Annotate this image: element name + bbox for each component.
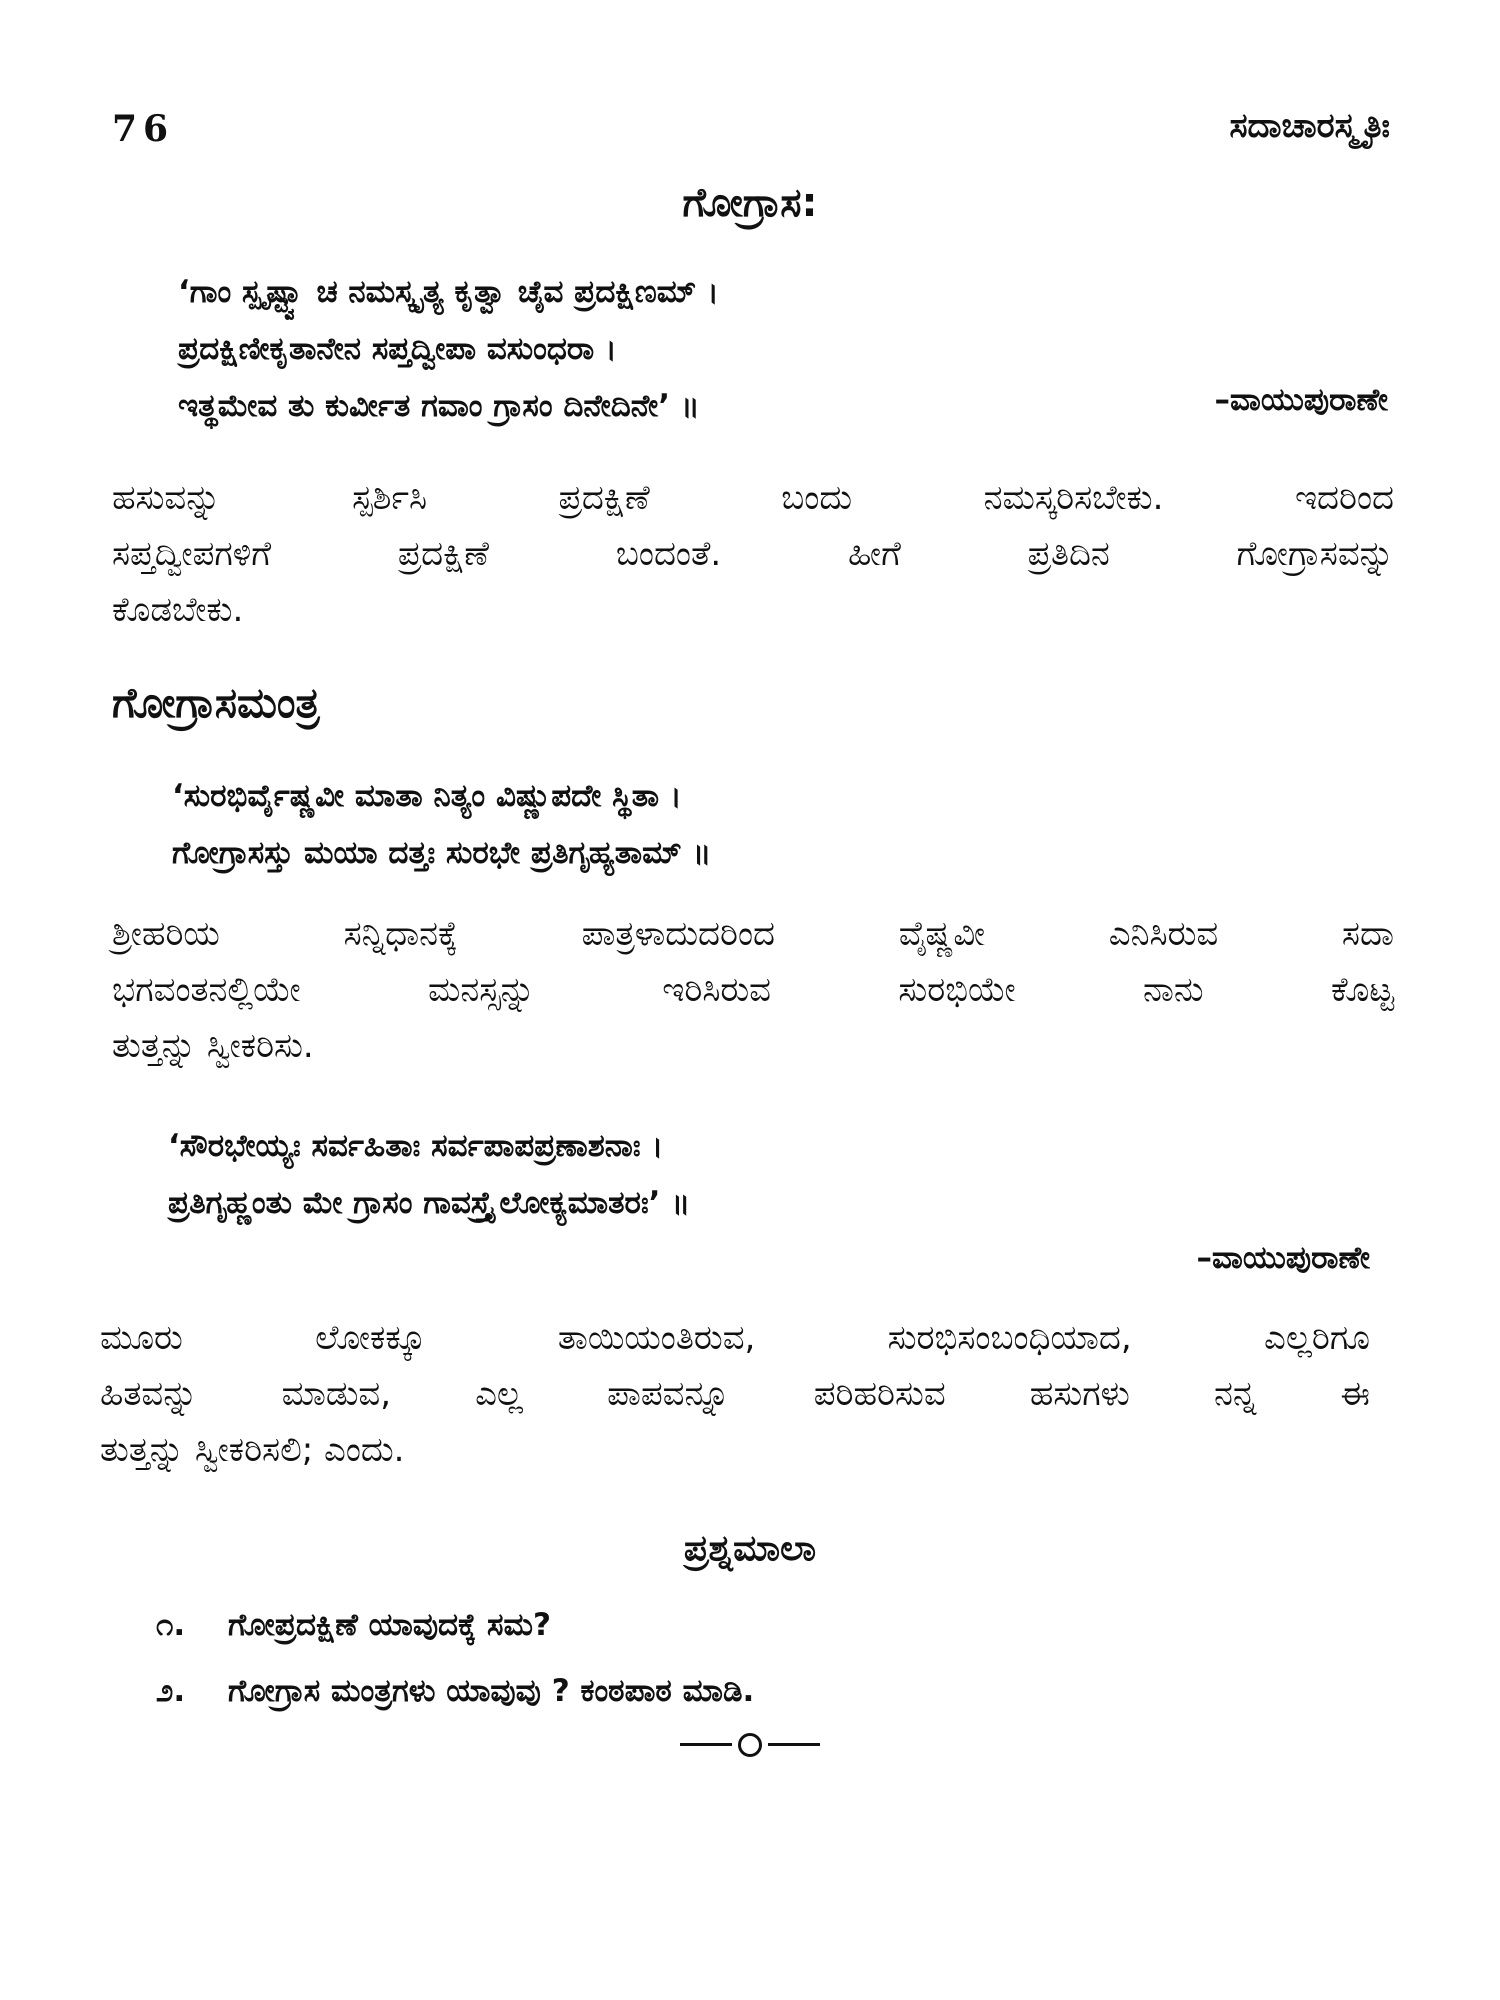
word: ಪಾಪವನ್ನೂ bbox=[607, 1374, 730, 1414]
word: ಹಸುವನ್ನು bbox=[112, 478, 221, 518]
question-text: ಗೋಗ್ರಾಸ ಮಂತ್ರಗಳು ಯಾವುವು ? ಕಂಠಪಾಠ ಮಾಡಿ. bbox=[228, 1673, 755, 1709]
prose-line bbox=[112, 526, 1394, 582]
meaning-paragraph-2 bbox=[112, 906, 1394, 1074]
word: ವೈಷ್ಣವೀ bbox=[898, 914, 986, 954]
word: ಸನ್ನಿಧಾನಕ್ಕೆ bbox=[343, 914, 458, 954]
word: ಹಿತವನ್ನು bbox=[100, 1374, 198, 1414]
verse-block-1 bbox=[178, 264, 719, 435]
meaning-paragraph-3 bbox=[100, 1310, 1370, 1478]
word: ಶ್ರೀಹರಿಯ bbox=[112, 914, 220, 954]
verse-line: ‘ಗಾಂ ಸ್ಪೃಷ್ಟ್ವಾ ಚ ನಮಸ್ಕೃತ್ಯ ಕೃತ್ವಾ ಚೈವ ಪ್ರದಕ್ಷಿಣಮ್ । bbox=[178, 274, 719, 310]
prose-line: ಕೊಡಬೇಕು. bbox=[112, 590, 244, 630]
question-text: ಗೋಪ್ರದಕ್ಷಿಣೆ ಯಾವುದಕ್ಕೆ ಸಮ? bbox=[228, 1607, 551, 1643]
verse-line: ಇತ್ಥಮೇವ ತು ಕುರ್ವೀತ ಗವಾಂ ಗ್ರಾಸಂ ದಿನೇದಿನೇ’ ॥ bbox=[178, 388, 700, 424]
prose-line bbox=[100, 1310, 1370, 1366]
questions-heading: ಪ್ರಶ್ನಮಾಲಾ bbox=[683, 1528, 817, 1569]
word: ಗೋಗ್ರಾಸವನ್ನು bbox=[1236, 534, 1394, 574]
word: ಮೂರು bbox=[100, 1318, 183, 1358]
word: ಎನಿಸಿರುವ bbox=[1108, 914, 1219, 954]
word: ಪರಿಹರಿಸುವ bbox=[813, 1374, 946, 1414]
prose-line: ತುತ್ತನ್ನು ಸ್ವೀಕರಿಸು. bbox=[112, 1026, 314, 1066]
word: ಸದಾ bbox=[1341, 914, 1394, 954]
word: ಸಪ್ತದ್ವೀಪಗಳಿಗೆ bbox=[112, 534, 272, 574]
word: ಸುರಭಿಸಂಬಂಧಿಯಾದ, bbox=[887, 1318, 1132, 1358]
verse-line: ಪ್ರತಿಗೃಹ್ಣಂತು ಮೇ ಗ್ರಾಸಂ ಗಾವಸ್ತ್ರೈಲೋಕ್ಯಮಾತರಃ’ ॥ bbox=[168, 1185, 691, 1221]
word: ಮಾಡುವ, bbox=[281, 1374, 392, 1414]
word: ಕೊಟ್ಟ bbox=[1330, 970, 1394, 1010]
prose-line bbox=[112, 962, 1394, 1018]
verse-block-2 bbox=[172, 768, 711, 882]
question-list bbox=[156, 1592, 754, 1724]
word: ಪಾತ್ರಳಾದುದರಿಂದ bbox=[581, 914, 776, 954]
verse-block-3 bbox=[168, 1118, 690, 1232]
word: ನನ್ನ bbox=[1213, 1374, 1257, 1414]
word: ಮನಸ್ಸನ್ನು bbox=[428, 970, 535, 1010]
question-number: ೧. bbox=[156, 1607, 186, 1643]
verse-source: –ವಾಯುಪುರಾಣೇ bbox=[1196, 1240, 1370, 1276]
question-item bbox=[156, 1658, 754, 1724]
question-number: ೨. bbox=[156, 1673, 186, 1709]
prose-line bbox=[100, 1366, 1370, 1422]
word: ಪ್ರದಕ್ಷಿಣೆ bbox=[558, 478, 650, 518]
end-ornament bbox=[0, 1726, 1500, 1761]
prose-line bbox=[112, 906, 1394, 962]
word: ಎಲ್ಲ bbox=[475, 1374, 523, 1414]
prose-line: ತುತ್ತನ್ನು ಸ್ವೀಕರಿಸಲಿ; ಎಂದು. bbox=[100, 1430, 405, 1470]
word: ನಾನು bbox=[1142, 970, 1204, 1010]
word: ತಾಯಿಯಂತಿರುವ, bbox=[557, 1318, 756, 1358]
question-item bbox=[156, 1592, 754, 1658]
verse-line: ‘ಸುರಭಿರ್ವೈಷ್ಣವೀ ಮಾತಾ ನಿತ್ಯಂ ವಿಷ್ಣುಪದೇ ಸ್ಥಿತಾ । bbox=[172, 778, 682, 814]
word: ಲೋಕಕ್ಕೂ bbox=[315, 1318, 426, 1358]
word: ಹಸುಗಳು bbox=[1029, 1374, 1130, 1414]
word: ಭಗವಂತನಲ್ಲಿಯೇ bbox=[112, 970, 301, 1010]
ornament-dash bbox=[768, 1743, 820, 1746]
verse-line: ಪ್ರದಕ್ಷಿಣೀಕೃತಾನೇನ ಸಪ್ತದ್ವೀಪಾ ವಸುಂಧರಾ । bbox=[178, 331, 617, 367]
word: ಪ್ರತಿದಿನ bbox=[1027, 534, 1110, 574]
ornament-circle bbox=[738, 1733, 762, 1757]
word: ಸುರಭಿಯೇ bbox=[898, 970, 1016, 1010]
word: ನಮಸ್ಕರಿಸಬೇಕು. bbox=[983, 478, 1164, 518]
verse-line: ಗೋಗ್ರಾಸಸ್ತು ಮಯಾ ದತ್ತಃ ಸುರಭೇ ಪ್ರತಿಗೃಹ್ಯತಾಮ್ ॥ bbox=[172, 835, 712, 871]
section-heading-gograsa: ಗೋಗ್ರಾಸ: bbox=[682, 180, 818, 226]
verse-line: ‘ಸೌರಭೇಯ್ಯಃ ಸರ್ವಹಿತಾಃ ಸರ್ವಪಾಪಪ್ರಣಾಶನಾಃ । bbox=[168, 1128, 664, 1164]
ornament-dash bbox=[680, 1743, 732, 1746]
prose-line bbox=[112, 470, 1394, 526]
verse-source: –ವಾಯುಪುರಾಣೇ bbox=[1214, 382, 1388, 418]
word: ಪ್ರದಕ್ಷಿಣೆ bbox=[397, 534, 490, 574]
word: ಬಂದಂತೆ. bbox=[615, 534, 722, 574]
section-heading-gograsamantra: ಗೋಗ್ರಾಸಮಂತ್ರ bbox=[112, 678, 320, 727]
word: ಸ್ಪರ್ಶಿಸಿ bbox=[352, 478, 428, 518]
word: ಬಂದು bbox=[781, 478, 853, 518]
word: ಈ bbox=[1340, 1374, 1370, 1414]
running-head: ಸದಾಚಾರಸ್ಮೃತಿಃ bbox=[1229, 106, 1390, 146]
page-number: 76 bbox=[112, 108, 175, 150]
word: ಹೀಗೆ bbox=[847, 534, 901, 574]
meaning-paragraph-1 bbox=[112, 470, 1394, 638]
word: ಇದರಿಂದ bbox=[1294, 478, 1394, 518]
word: ಎಲ್ಲರಿಗೂ bbox=[1264, 1318, 1370, 1358]
word: ಇರಿಸಿರುವ bbox=[662, 970, 771, 1010]
